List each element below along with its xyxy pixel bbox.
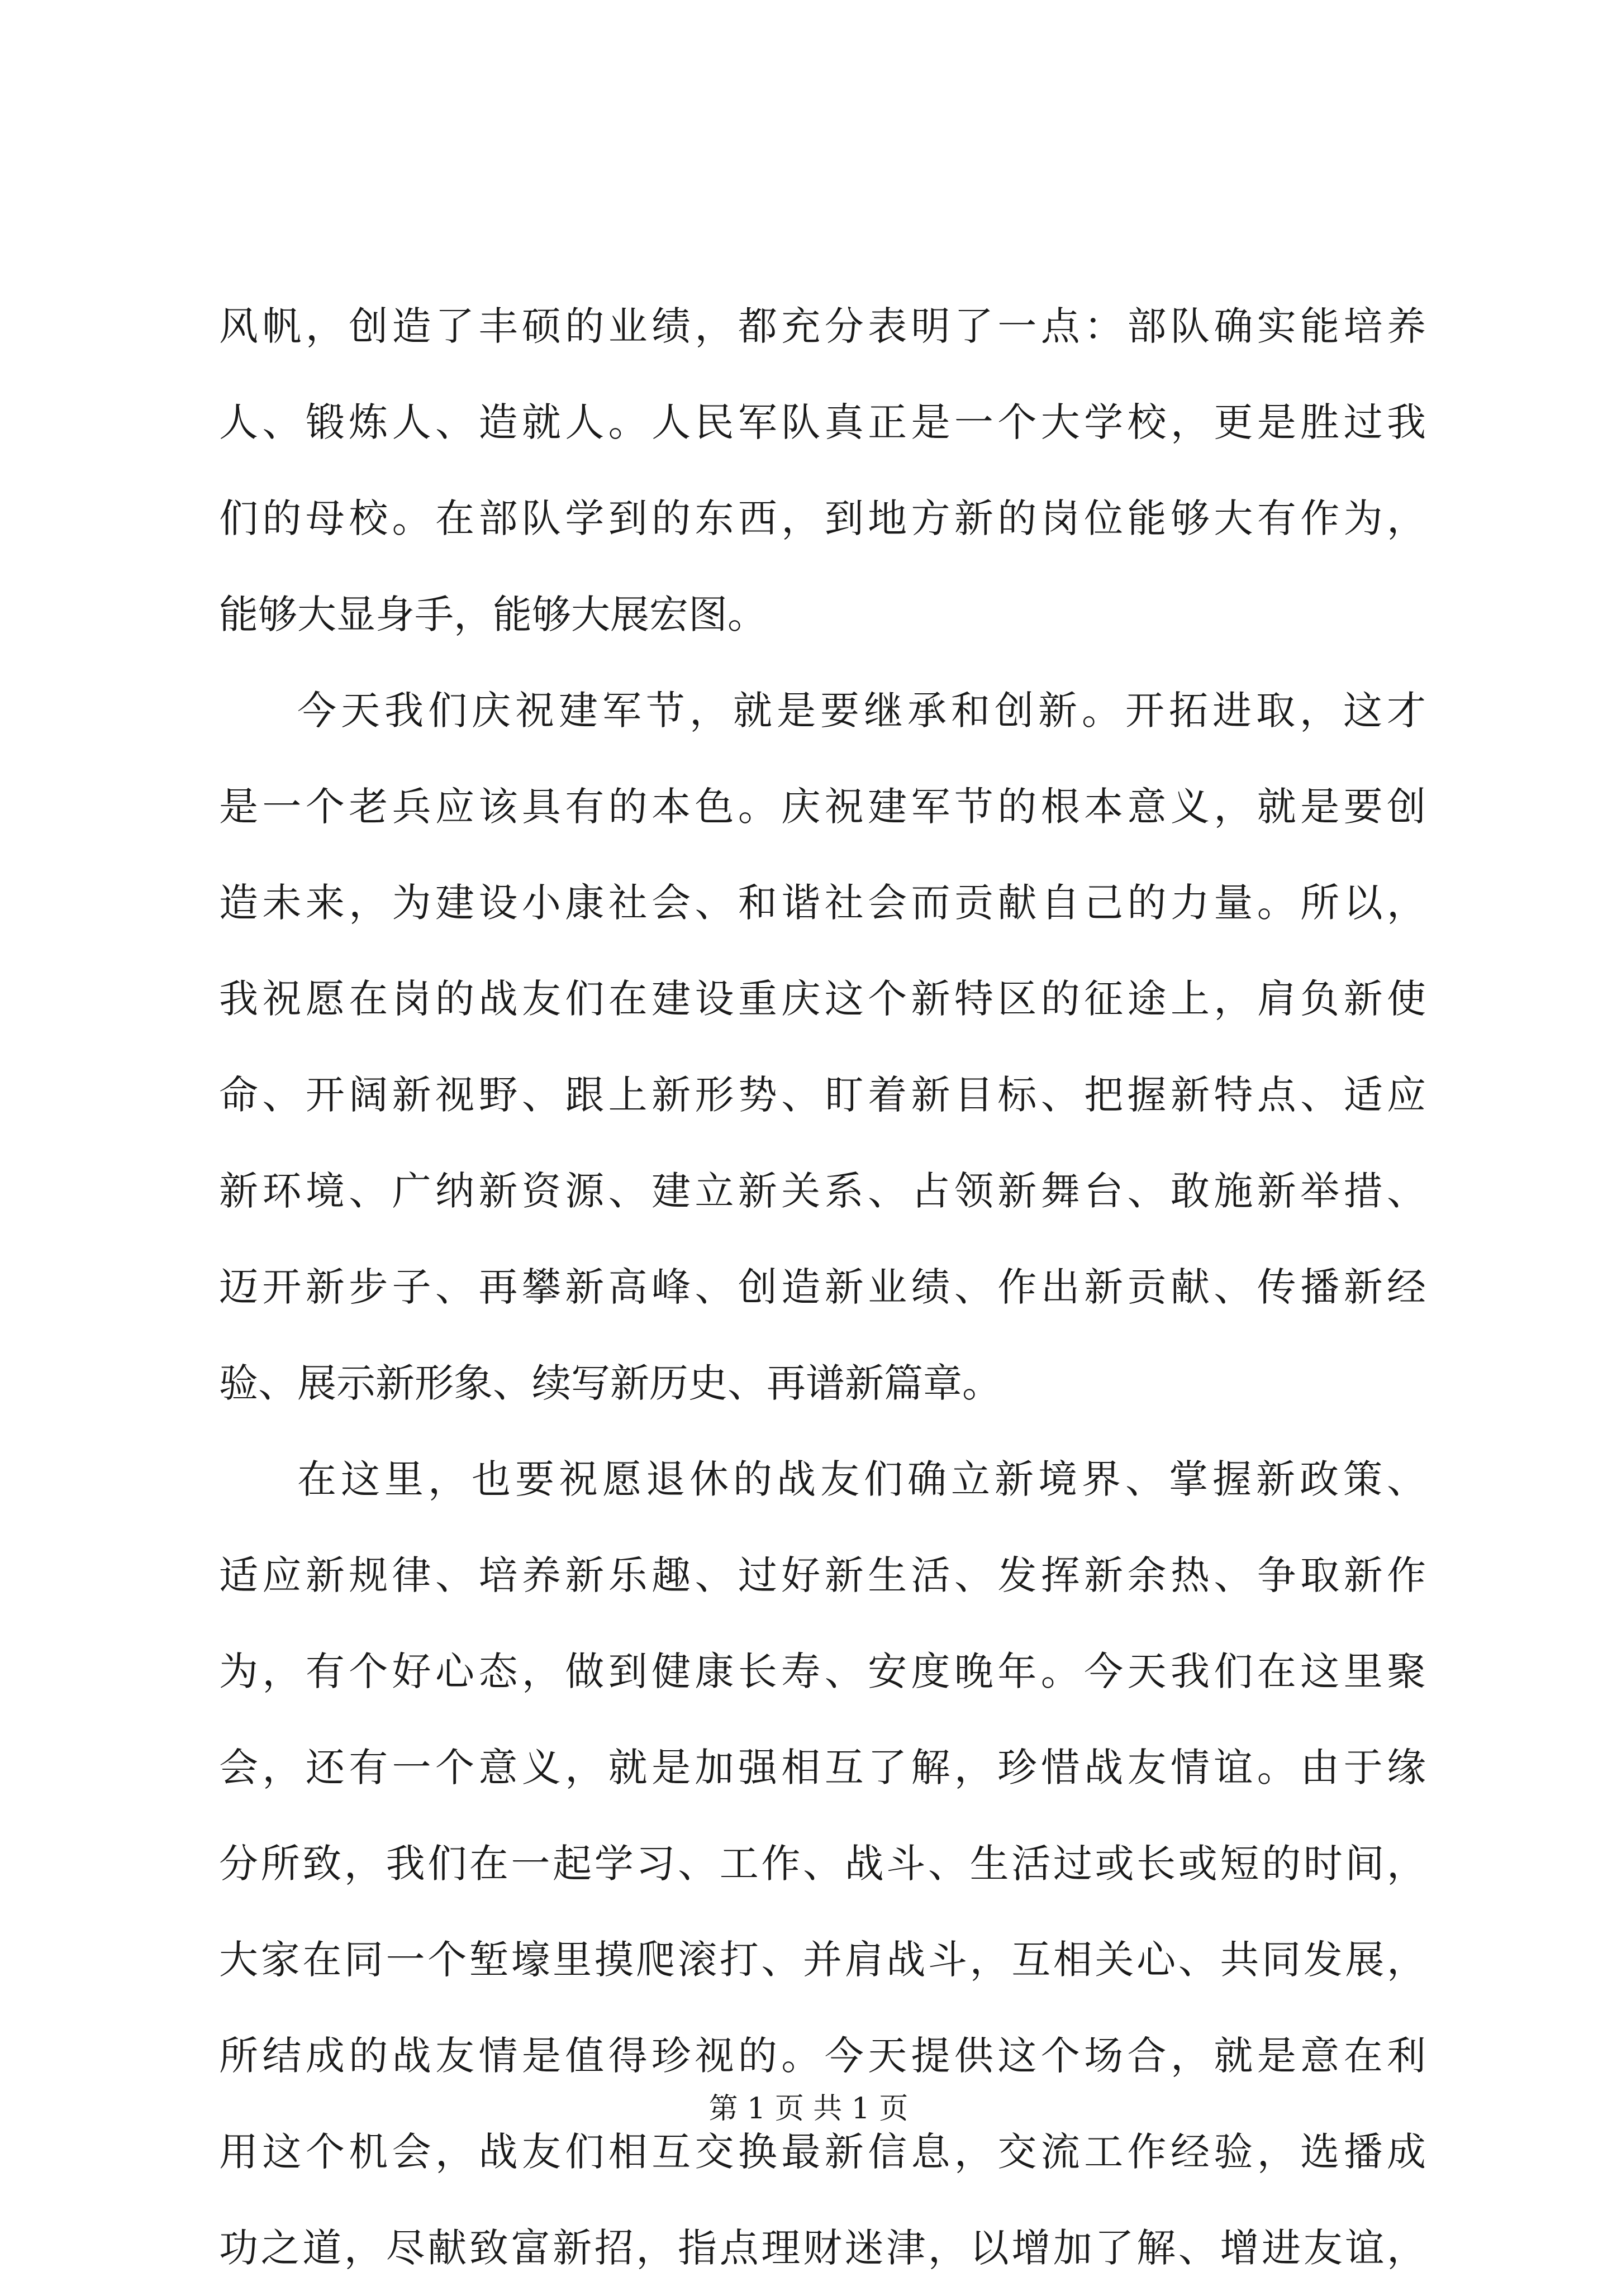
text-line: 今天我们庆祝建军节，就是要继承和创新。开拓进取，这才: [297, 688, 1426, 733]
text-line: 能够大显身手，能够大展宏图。: [219, 592, 767, 637]
text-line: 大家在同一个堑壕里摸爬滚打、并肩战斗，互相关心、共同发展，: [219, 1937, 1426, 1983]
text-line: 们的母校。在部队学到的东西，到地方新的岗位能够大有作为，: [219, 496, 1426, 541]
paragraph: [219, 663, 1426, 1431]
text-line: 所结成的战友情是值得珍视的。今天提供这个场合，就是意在利: [219, 2033, 1426, 2079]
text-line: 分所致，我们在一起学习、工作、战斗、生活过或长或短的时间，: [219, 1841, 1426, 1887]
text-line: 在这里，也要祝愿退休的战友们确立新境界、掌握新政策、: [297, 1456, 1426, 1502]
text-line: 用这个机会，战友们相互交换最新信息，交流工作经验，选播成: [219, 2129, 1426, 2175]
text-line: 功之道，尽献致富新招，指点理财迷津，以增加了解、增进友谊，: [219, 2225, 1426, 2271]
page-footer: 第 1 页 共 1 页: [708, 2092, 909, 2126]
text-line: 造未来，为建设小康社会、和谐社会而贡献自己的力量。所以，: [219, 880, 1426, 926]
document-body: [219, 278, 1426, 2296]
paragraph: [219, 1431, 1426, 2296]
text-line: 我祝愿在岗的战友们在建设重庆这个新特区的征途上，肩负新使: [219, 976, 1426, 1022]
text-line: 会，还有一个意义，就是加强相互了解，珍惜战友情谊。由于缘: [219, 1745, 1426, 1790]
text-line: 命、开阔新视野、跟上新形势、盯着新目标、把握新特点、适应: [219, 1072, 1426, 1118]
text-line: 为，有个好心态，做到健康长寿、安度晚年。今天我们在这里聚: [219, 1649, 1426, 1694]
text-line: 新环境、广纳新资源、建立新关系、占领新舞台、敢施新举措、: [219, 1168, 1426, 1214]
paragraph: [219, 278, 1426, 663]
text-line: 人、锻炼人、造就人。人民军队真正是一个大学校，更是胜过我: [219, 399, 1426, 445]
text-line: 验、展示新形象、续写新历史、再谱新篇章。: [219, 1360, 1001, 1406]
text-line: 适应新规律、培养新乐趣、过好新生活、发挥新余热、争取新作: [219, 1552, 1426, 1598]
text-line: 是一个老兵应该具有的本色。庆祝建军节的根本意义，就是要创: [219, 784, 1426, 830]
text-line: 迈开新步子、再攀新高峰、创造新业绩、作出新贡献、传播新经: [219, 1264, 1426, 1310]
text-line: 风帆，创造了丰硕的业绩，都充分表明了一点：部队确实能培养: [219, 303, 1426, 349]
